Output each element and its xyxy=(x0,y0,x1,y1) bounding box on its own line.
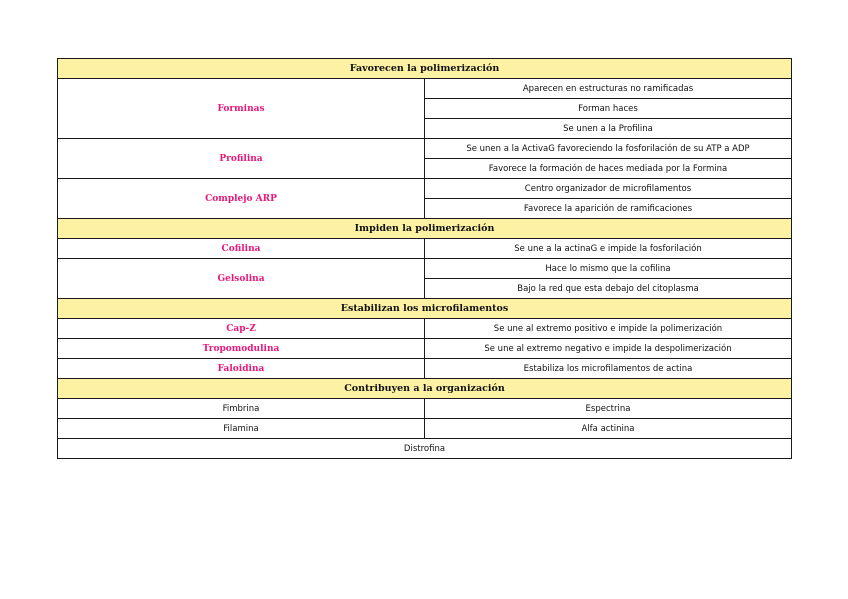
description-cell: Se une a la actinaG e impide la fosforilación xyxy=(425,239,792,259)
protein-name-gelsolina: Gelsolina xyxy=(58,259,425,299)
table-row xyxy=(58,259,792,279)
description-cell: Centro organizador de microfilamentos xyxy=(425,179,792,199)
protein-name-tropomodulina: Tropomodulina xyxy=(58,339,425,359)
section-title: Estabilizan los microfilamentos xyxy=(58,299,792,319)
organization-protein-cell: Distrofina xyxy=(58,439,792,459)
organization-protein-cell: Fimbrina xyxy=(58,399,425,419)
protein-name-faloidina: Faloidina xyxy=(58,359,425,379)
section-header-favorecen xyxy=(58,59,792,79)
description-cell: Hace lo mismo que la cofilina xyxy=(425,259,792,279)
description-cell: Se une al extremo negativo e impide la despolimerización xyxy=(425,339,792,359)
table-row xyxy=(58,179,792,199)
actin-binding-proteins-table xyxy=(57,58,792,459)
description-cell: Se unen a la ActivaG favoreciendo la fosforilación de su ATP a ADP xyxy=(425,139,792,159)
table-row xyxy=(58,319,792,339)
table-row xyxy=(58,439,792,459)
protein-name-cap-z: Cap-Z xyxy=(58,319,425,339)
protein-name-cofilina: Cofilina xyxy=(58,239,425,259)
table-row xyxy=(58,239,792,259)
section-title: Favorecen la polimerización xyxy=(58,59,792,79)
table-row xyxy=(58,339,792,359)
section-header-impiden xyxy=(58,219,792,239)
organization-protein-cell: Filamina xyxy=(58,419,425,439)
section-header-contribuyen xyxy=(58,379,792,399)
description-cell: Se une al extremo positivo e impide la polimerización xyxy=(425,319,792,339)
organization-protein-cell: Alfa actinina xyxy=(425,419,792,439)
protein-name-forminas: Forminas xyxy=(58,79,425,139)
description-cell: Se unen a la Profilina xyxy=(425,119,792,139)
table-row xyxy=(58,79,792,99)
proteins-table-container xyxy=(57,58,791,459)
description-cell: Bajo la red que esta debajo del citoplasma xyxy=(425,279,792,299)
protein-name-complejo-arp: Complejo ARP xyxy=(58,179,425,219)
section-header-estabilizan xyxy=(58,299,792,319)
table-row xyxy=(58,139,792,159)
description-cell: Favorece la formación de haces mediada por la Formina xyxy=(425,159,792,179)
description-cell: Favorece la aparición de ramificaciones xyxy=(425,199,792,219)
section-title: Contribuyen a la organización xyxy=(58,379,792,399)
table-row xyxy=(58,359,792,379)
organization-protein-cell: Espectrina xyxy=(425,399,792,419)
table-row xyxy=(58,399,792,419)
table-row xyxy=(58,419,792,439)
protein-name-profilina: Profilina xyxy=(58,139,425,179)
description-cell: Aparecen en estructuras no ramificadas xyxy=(425,79,792,99)
section-title: Impiden la polimerización xyxy=(58,219,792,239)
description-cell: Estabiliza los microfilamentos de actina xyxy=(425,359,792,379)
description-cell: Forman haces xyxy=(425,99,792,119)
